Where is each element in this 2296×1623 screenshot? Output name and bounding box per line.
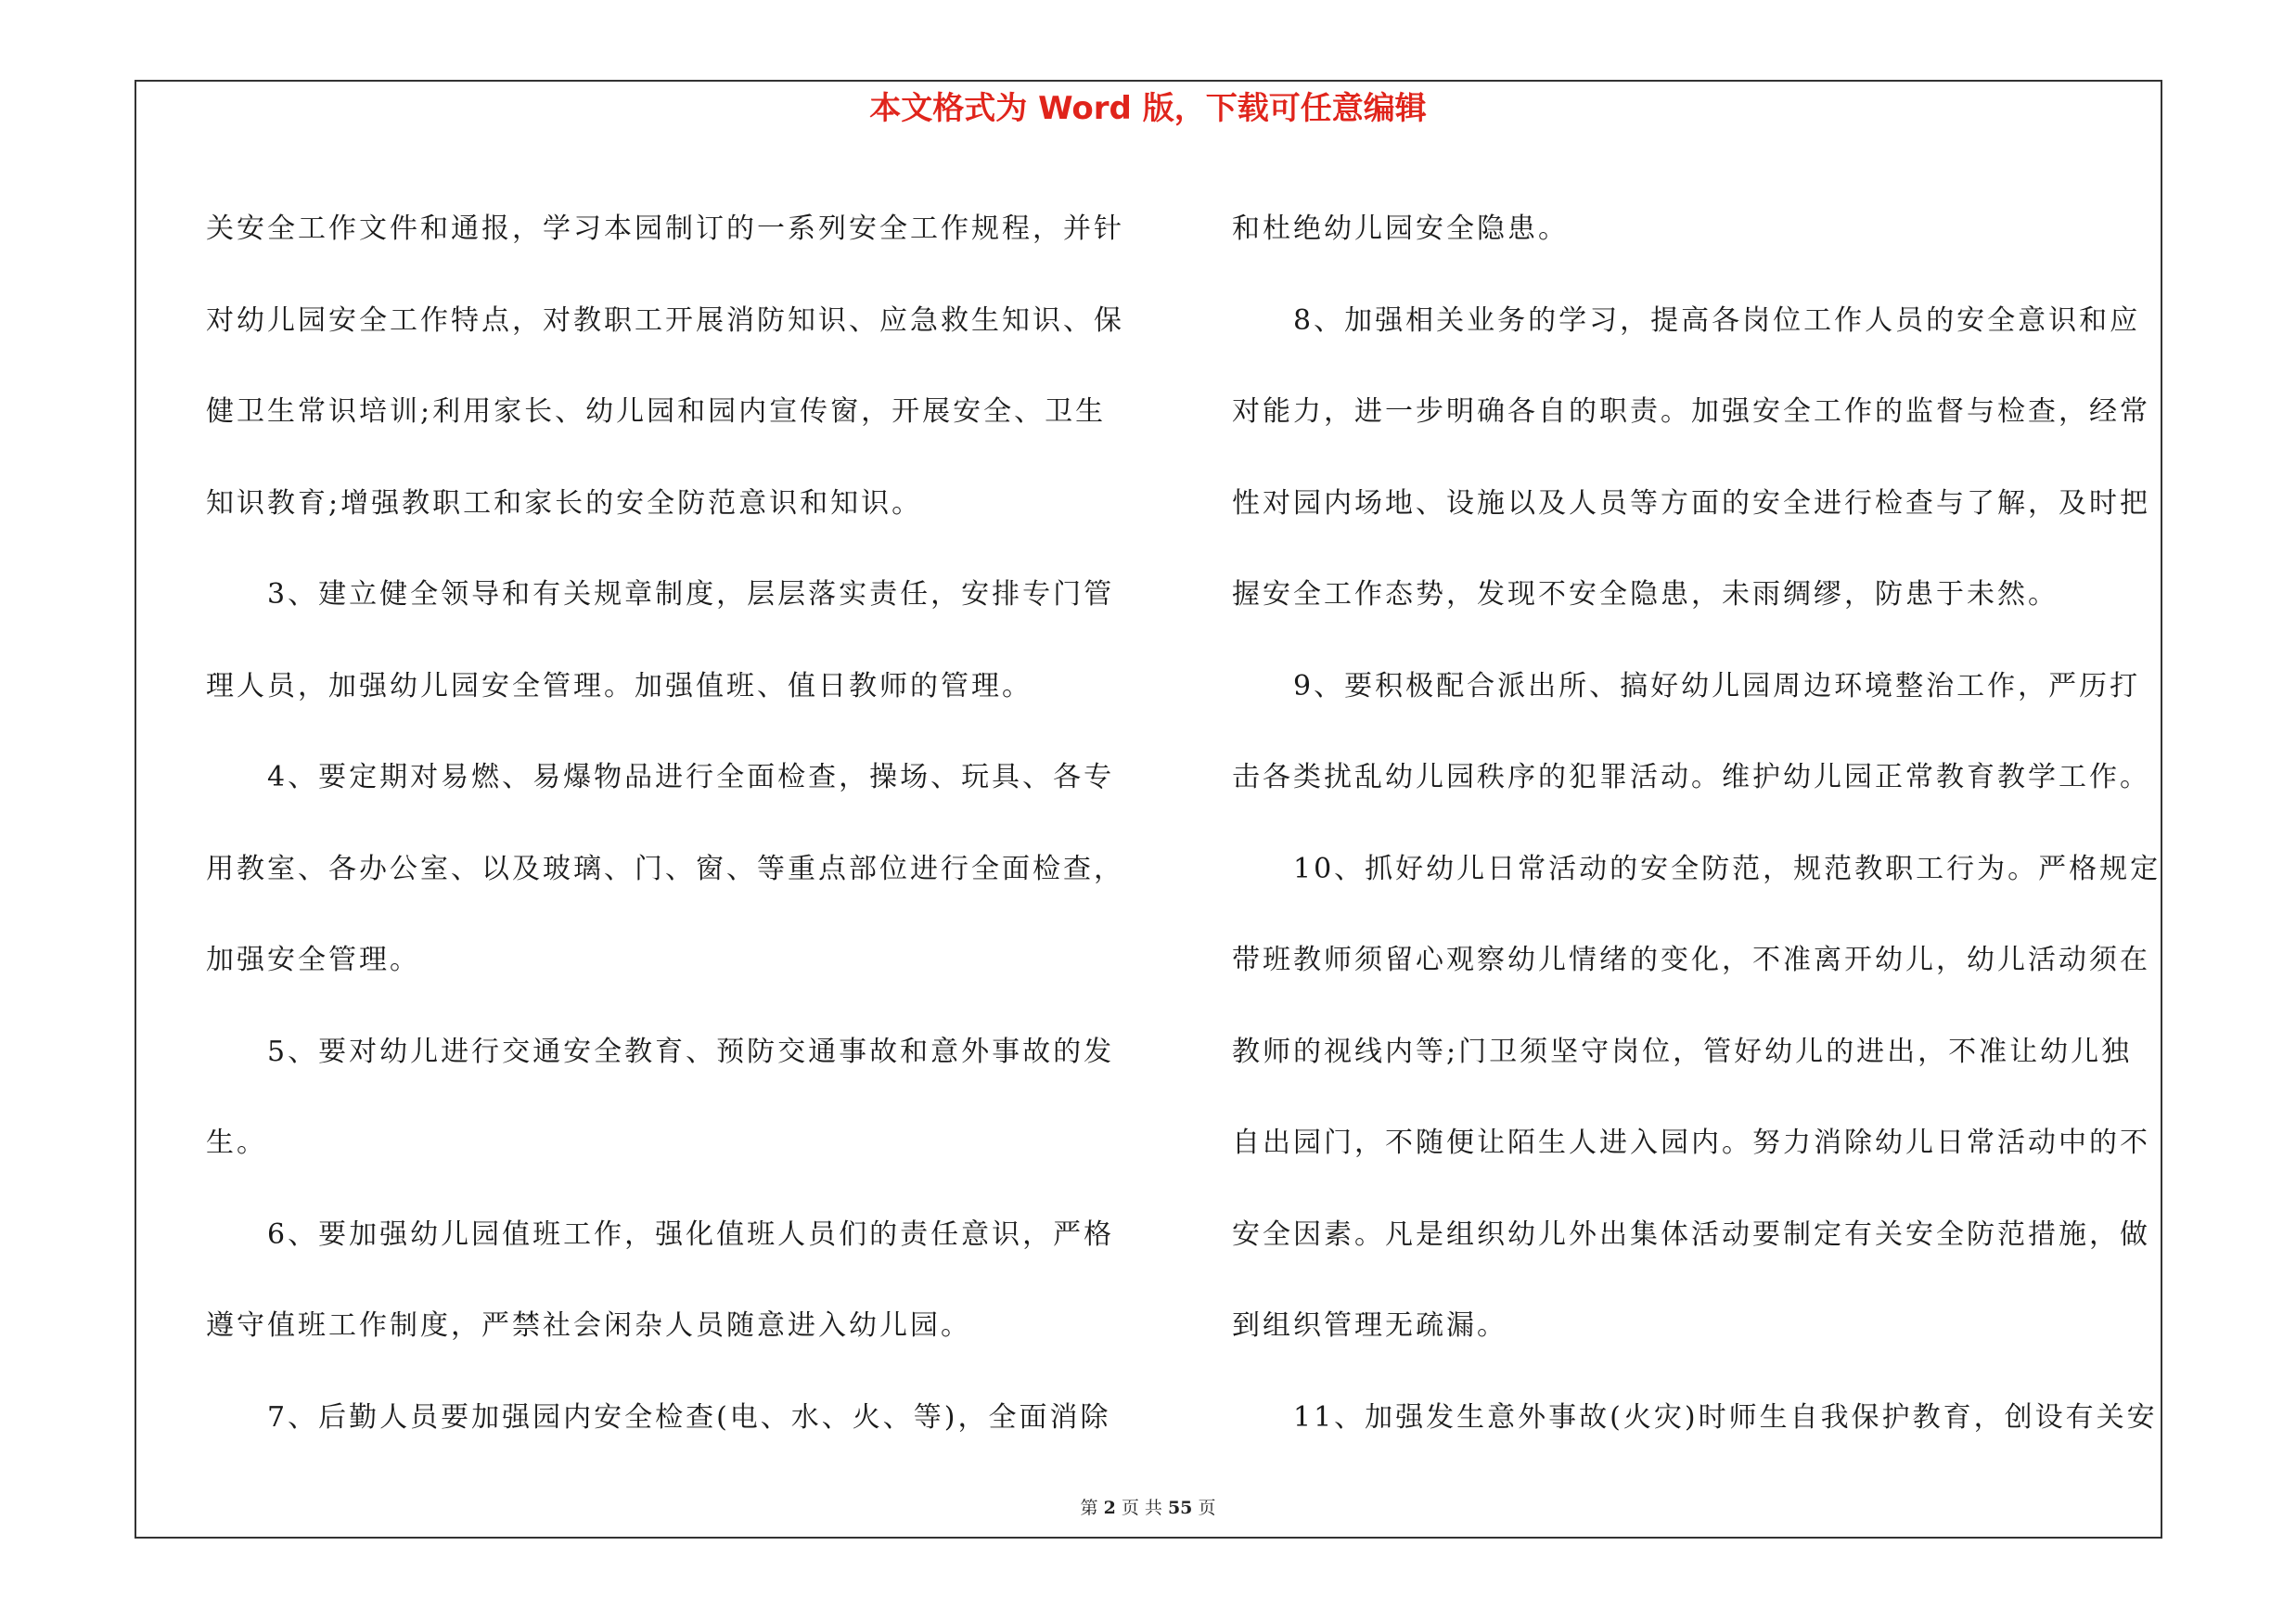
text-line: 握安全工作态势，发现不安全隐患，未雨绸缪，防患于未然。 <box>1232 578 2059 611</box>
text-line: 性对园内场地、设施以及人员等方面的安全进行检查与了解，及时把 <box>1232 486 2150 520</box>
text-line: 到组织管理无疏漏。 <box>1232 1309 1507 1342</box>
footer-middle: 页 共 <box>1121 1498 1162 1518</box>
text-line: 对能力，进一步明确各自的职责。加强安全工作的监督与检查，经常 <box>1232 395 2150 428</box>
text-line: 6、要加强幼儿园值班工作，强化值班人员们的责任意识，严格 <box>206 1217 1115 1251</box>
text-line: 遵守值班工作制度，严禁社会闲杂人员随意进入幼儿园。 <box>206 1309 971 1342</box>
text-line: 10、抓好幼儿日常活动的安全防范，规范教职工行为。严格规定 <box>1232 852 2161 885</box>
text-line: 对幼儿园安全工作特点，对教职工开展消防知识、应急救生知识、保 <box>206 303 1124 337</box>
text-line: 理人员，加强幼儿园安全管理。加强值班、值日教师的管理。 <box>206 669 1033 702</box>
text-line: 带班教师须留心观察幼儿情绪的变化，不准离开幼儿，幼儿活动须在 <box>1232 944 2150 976</box>
text-line: 5、要对幼儿进行交通安全教育、预防交通事故和意外事故的发 <box>206 1035 1115 1068</box>
left-text-column <box>206 184 1143 1463</box>
text-line: 11、加强发生意外事故(火灾)时师生自我保护教育，创设有关安 <box>1232 1400 2158 1434</box>
text-line: 加强安全管理。 <box>206 944 420 976</box>
text-line: 健卫生常识培训;利用家长、幼儿园和园内宣传窗，开展安全、卫生 <box>206 395 1107 428</box>
text-line: 7、后勤人员要加强园内安全检查(电、水、火、等)，全面消除 <box>206 1400 1111 1434</box>
text-line: 自出园门，不随便让陌生人进入园内。努力消除幼儿日常活动中的不 <box>1232 1127 2150 1159</box>
footer-suffix: 页 <box>1198 1498 1216 1518</box>
text-line: 9、要积极配合派出所、搞好幼儿园周边环境整治工作，严历打 <box>1232 669 2141 702</box>
footer-prefix: 第 <box>1080 1498 1098 1518</box>
text-line: 知识教育;增强教职工和家长的安全防范意识和知识。 <box>206 486 923 520</box>
text-line: 关安全工作文件和通报，学习本园制订的一系列安全工作规程，并针 <box>206 213 1124 245</box>
text-line: 安全因素。凡是组织幼儿外出集体活动要制定有关安全防范措施，做 <box>1232 1217 2150 1251</box>
text-line: 3、建立健全领导和有关规章制度，层层落实责任，安排专门管 <box>206 578 1115 611</box>
current-page-number: 2 <box>1103 1498 1116 1518</box>
text-line: 4、要定期对易燃、易爆物品进行全面检查，操场、玩具、各专 <box>206 761 1115 793</box>
page-number-footer <box>0 1494 2296 1522</box>
total-pages-number: 55 <box>1167 1498 1193 1518</box>
text-line: 教师的视线内等;门卫须坚守岗位，管好幼儿的进出，不准让幼儿独 <box>1232 1035 2133 1068</box>
text-line: 击各类扰乱幼儿园秩序的犯罪活动。维护幼儿园正常教育教学工作。 <box>1232 761 2150 793</box>
text-line: 生。 <box>206 1127 267 1159</box>
text-line: 和杜绝幼儿园安全隐患。 <box>1232 213 1569 245</box>
right-text-column <box>1232 184 2169 1463</box>
text-line: 8、加强相关业务的学习，提高各岗位工作人员的安全意识和应 <box>1232 303 2141 337</box>
word-format-banner: 本文格式为 Word 版，下载可任意编辑 <box>869 90 1427 127</box>
text-line: 用教室、各办公室、以及玻璃、门、窗、等重点部位进行全面检查， <box>206 852 1124 885</box>
